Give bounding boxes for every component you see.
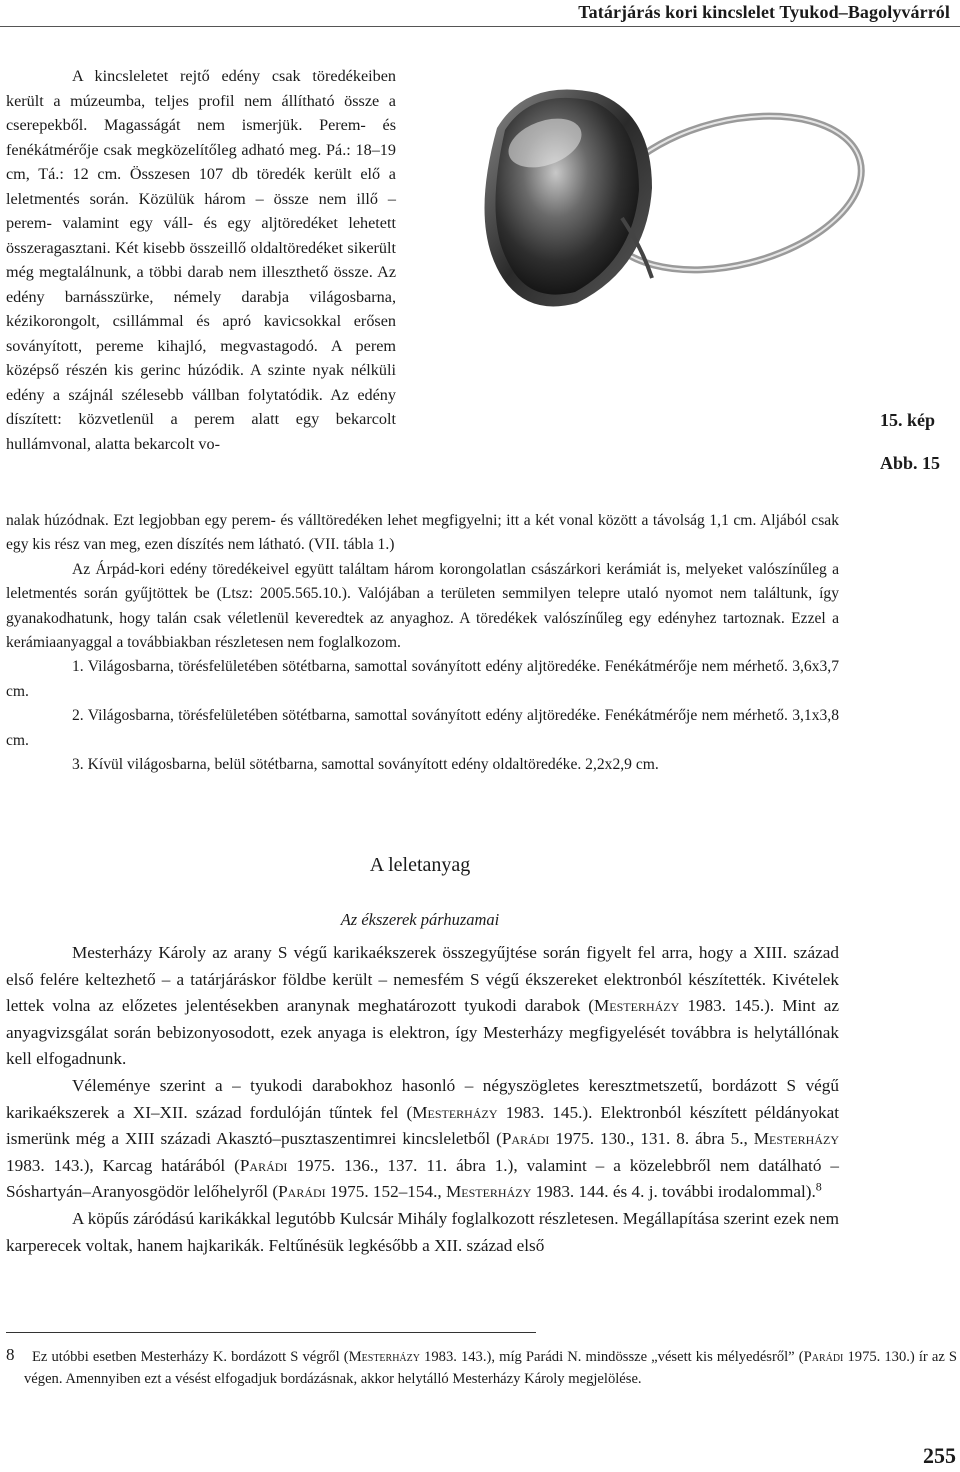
running-header-title: Tatárjárás kori kincslelet Tyukod–Bagolyvárról xyxy=(578,2,950,22)
footnote-rule xyxy=(6,1332,536,1333)
page-number: 255 xyxy=(923,1443,956,1468)
author-citation: Parádi xyxy=(501,1129,550,1149)
list-item-2: 2. Világosbarna, törésfelületében sötétbarna, samottal soványított edény aljtöredéke. Fenékátmérője nem mérhető. 3,1x3,8 cm. xyxy=(6,707,839,749)
figure-caption-german: Abb. 15 xyxy=(880,453,941,473)
author-citation: Mesterházy xyxy=(445,1182,532,1202)
running-header xyxy=(0,0,960,26)
list-item-1: 1. Világosbarna, törésfelületében sötétbarna, samottal soványított edény aljtöredéke. Fenékátmérője nem mérhető. 3,6x3,7 cm. xyxy=(6,658,839,700)
section-heading: A leletanyag xyxy=(369,854,471,876)
author-citation: Mesterházy xyxy=(412,1102,498,1122)
author-citation: Mesterházy xyxy=(594,996,680,1016)
body-text xyxy=(6,509,839,777)
paragraph-kulcsar: A köpűs záródású karikákkal legutóbb Kulcsár Mihály foglalkozott részletesen. Megállapítása szerint ezek nem karperecek voltak, hanem hajkarikák. Feltűnésük legkésőbb a XII. század első xyxy=(6,1208,839,1255)
header-rule xyxy=(0,26,960,27)
section-body xyxy=(6,940,839,1259)
author-citation: Mesterházy xyxy=(753,1129,840,1149)
paragraph-mesterhazy: Mesterházy Károly az arany S végű karikaékszerek összegyűjtése során figyelt fel arra, hogy a XIII. század első felére keltezhető – a tatárjáráskor földbe került – nemesfém S végű ékszereket elektronból készítették. Kivételek lettek volna az előzetes jelentésekben aranynak meghatározott tyukodi darabok (Mesterházy 1983. 145.). Mint az anyagvizsgálat során bebizonyosodott, ezek anyaga is elektron, így Mesterházy megfigyelését továbbra is helytállónak kell elfogadnunk. xyxy=(6,943,840,1069)
footnote-number: 8 xyxy=(6,1345,15,1364)
paragraph-continuation: nalak húzódnak. Ezt legjobban egy perem- és válltöredéken lehet megfigyelni; itt a két vonal között a távolság 1,1 cm. Aljából csak egy kis rész van meg, ezen díszítés nem látható. (VII. tábla 1.) xyxy=(6,512,839,554)
author-citation: Mesterházy xyxy=(348,1349,420,1365)
intro-paragraph: A kincsleletet rejtő edény csak töredékeiben került a múzeumba, teljes profil nem állítható össze a cserepekből. Magasságát nem ismerjük. Perem- és fenékátmérője csak megközelítőleg adható meg. Pá.: 18–19 cm, Tá.: 12 cm. Összesen 107 db töredék került elő a leletmentés során. Közülük három – össze nem illő – perem- valamint egy váll- és egy aljtöredéket lehetett összeragasztani. Két kisebb összeillő oldaltöredéket sikerült még megtalálnunk, a többi darab nem illeszthető össze. Az edény barnásszürke, némely darabja világosbarna, kézikorongolt, csillámmal és apró kavicsokkal erősen soványított, pereme kihajló, megvastagodó. A perem középső részén kis gerinc húzódik. A szinte nyak nélküli edény a szájnál szélesebb vállban folytatódik. Az edény díszített: közvetlenül a perem alatt egy bekarcolt hullámvonal, alatta bekarcolt vo- xyxy=(6,67,396,453)
list-item-3: 3. Kívül világosbarna, belül sötétbarna, samottal soványított edény oldaltöredéke. 2,2x2,9 cm. xyxy=(72,756,659,774)
author-citation: Parádi xyxy=(239,1155,288,1175)
intro-paragraph-column xyxy=(6,64,396,456)
figure-caption-hungarian: 15. kép xyxy=(880,410,936,430)
section-subheading: Az ékszerek párhuzamai xyxy=(340,910,500,929)
paragraph-parallels: Véleménye szerint a – tyukodi darabokhoz hasonló – négyszögletes keresztmetszetű, bordázott S végű karikaékszerek a XI–XII. század fordulóján tűntek fel (Mesterházy 1983. 145.). Elektronból készített példányokat ismerünk még a XIII századi Akasztó–pusztaszentimrei kincsleletből (Parádi 1975. 130., 131. 8. ábra 5., Mesterházy 1983. 143.), Karcag határából (Parádi 1975. 136., 137. 11. ábra 1.), valamint – a közelebbről nem datálható – Sóshartyán–Aranyosgödör lelőhelyről (Parádi 1975. 152–154., Mesterházy 1983. 144. és 4. j. további irodalommal).$^8$ xyxy=(6,1075,840,1202)
ring-photo xyxy=(427,68,870,386)
footnote-text: Ez utóbbi esetben Mesterházy K. bordázott S végről (Mesterházy 1983. 143.), míg Parádi N. mindössze „vésett kis mélyedésről” (Parádi 1975. 130.) ír az S végen. Amennyiben ezt a vésést elfogadjuk bordázásnak, akkor helytálló Mesterházy Károly megjelölése. xyxy=(24,1349,957,1387)
author-citation: Parádi xyxy=(803,1349,844,1365)
paragraph-roman-ceramics: Az Árpád-kori edény töredékeivel együtt találtam három korongolatlan császárkori kerámiát is, melyeket valószínűleg a leletmentés során gyűjtöttek be (Ltsz: 2005.565.10.). Valójában a területen semmilyen telepre utaló nyomot nem találtunk, így gyanakodhatunk, hogy talán csak véletlenül keveredtek az anyaghoz. A töredékek valószínűleg egy edényhez tartoznak. Ezzel a kerámiaanyaggal a továbbiakban részletesen nem foglalkozom. xyxy=(6,560,839,652)
author-citation: Parádi xyxy=(278,1182,326,1202)
ring-photo-icon xyxy=(427,68,870,386)
footnote-reference[interactable]: 8 xyxy=(815,1179,822,1194)
